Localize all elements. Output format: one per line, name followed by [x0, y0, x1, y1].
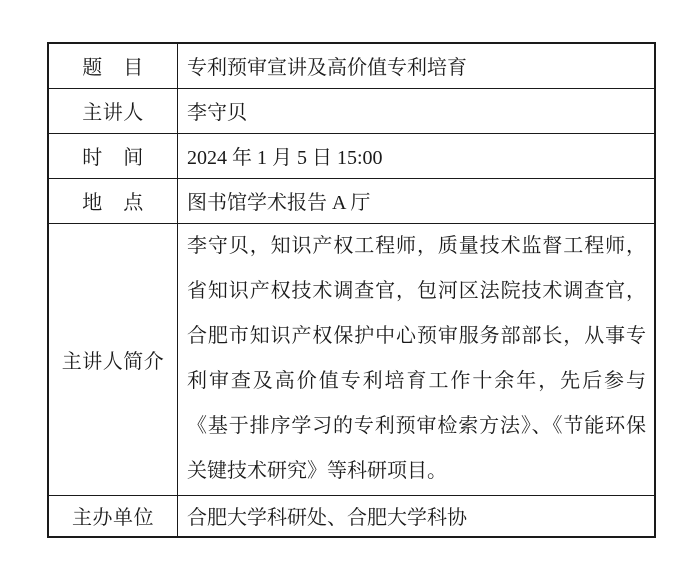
- bio-line: 《基于排序学习的专利预审检索方法》、《节能环保: [187, 415, 646, 437]
- speaker-label: 主讲人: [48, 88, 178, 133]
- bio-line: 李守贝，知识产权工程师，质量技术监督工程师，: [187, 235, 646, 257]
- row-title: [48, 43, 655, 88]
- location-value: 图书馆学术报告 A 厅: [178, 178, 656, 223]
- speaker-bio-value: [178, 223, 656, 495]
- bio-line: 利审查及高价值专利培育工作十余年，先后参与: [187, 370, 646, 392]
- speaker-bio-label: 主讲人简介: [48, 223, 178, 495]
- bio-line: 关键技术研究》等科研项目。: [187, 460, 447, 482]
- row-organizer: [48, 495, 655, 537]
- title-label: 题 目: [48, 43, 178, 88]
- speaker-value: 李守贝: [178, 88, 656, 133]
- event-info-table: [47, 42, 656, 538]
- row-time: [48, 133, 655, 178]
- title-value: 专利预审宣讲及高价值专利培育: [178, 43, 656, 88]
- organizer-value: 合肥大学科研处、合肥大学科协: [178, 495, 656, 537]
- bio-line: 省知识产权技术调查官，包河区法院技术调查官，: [187, 280, 646, 302]
- row-speaker: [48, 88, 655, 133]
- time-label: 时 间: [48, 133, 178, 178]
- bio-line: 合肥市知识产权保护中心预审服务部部长，从事专: [187, 325, 646, 347]
- row-speaker-bio: [48, 223, 655, 495]
- time-value: 2024 年 1 月 5 日 15:00: [178, 133, 656, 178]
- row-location: [48, 178, 655, 223]
- location-label: 地 点: [48, 178, 178, 223]
- organizer-label: 主办单位: [48, 495, 178, 537]
